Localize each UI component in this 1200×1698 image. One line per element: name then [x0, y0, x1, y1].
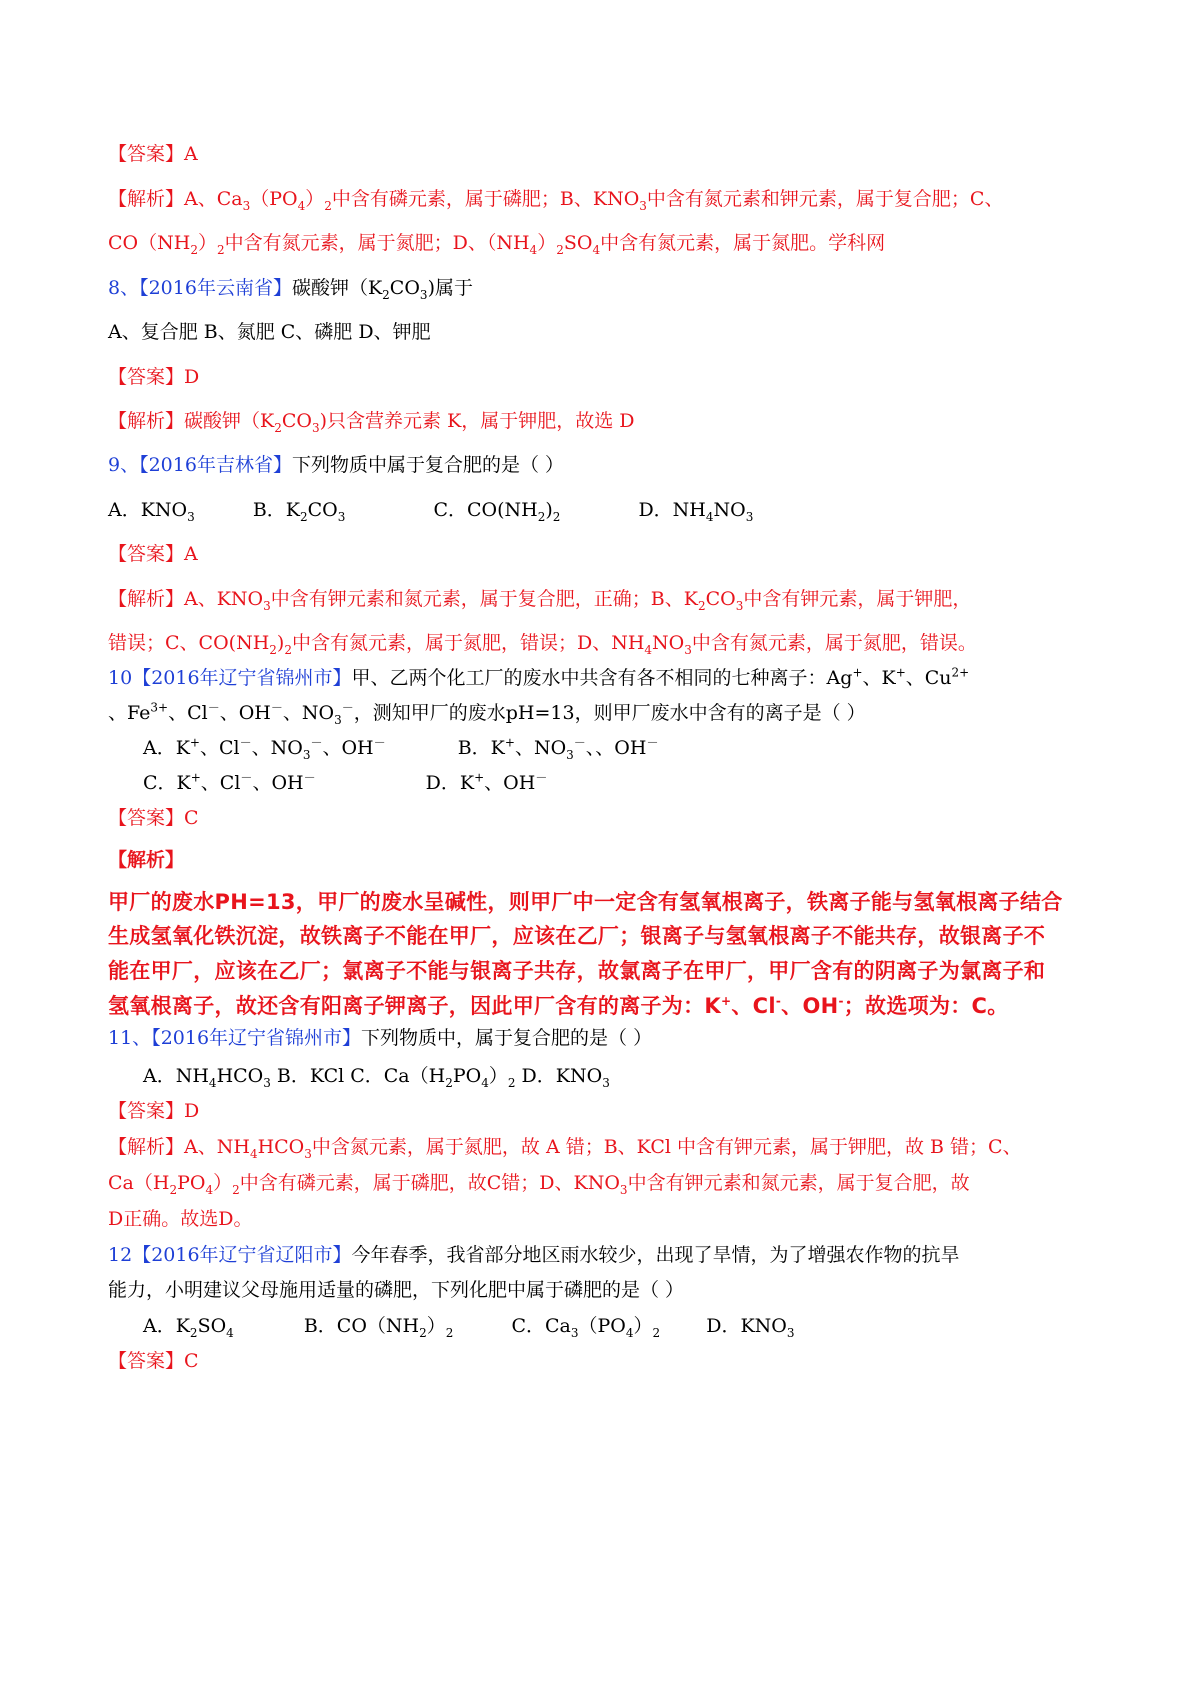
q8-answer — [108, 363, 199, 391]
q9-answer — [108, 540, 198, 568]
text: ） — [488, 1065, 508, 1087]
subscript: 2 — [274, 420, 282, 435]
text: ） — [197, 232, 217, 254]
text: ） — [633, 1315, 653, 1337]
subscript: 2 — [419, 1325, 427, 1340]
text: 、OH — [322, 737, 374, 759]
text: 、NO — [514, 737, 567, 759]
q12-stem-line1 — [108, 1241, 960, 1269]
answer-value: D — [184, 1100, 200, 1122]
text: PO — [177, 1172, 206, 1194]
text: ） — [426, 1315, 446, 1337]
text: ） — [537, 232, 557, 254]
q9-analysis-line1 — [108, 585, 971, 613]
superscript: + — [474, 770, 485, 785]
text: 中含氮元素，属于氮肥，故 A 错；B、KCl 中含有钾元素，属于钾肥，故 B 错；C、 — [311, 1136, 1022, 1158]
question-number: 11、 — [108, 1027, 152, 1049]
subscript: 3 — [334, 712, 342, 727]
subscript: 3 — [735, 598, 744, 613]
q10-stem-line2 — [108, 699, 866, 727]
subscript: 2 — [216, 242, 225, 257]
text: 、NO — [282, 702, 335, 724]
text: Ca（H — [108, 1172, 170, 1194]
text: 、OH — [252, 772, 304, 794]
subscript: 3 — [602, 1075, 610, 1090]
subscript: 4 — [592, 242, 601, 257]
text: 错误；C、CO(NH — [108, 632, 270, 654]
q9-stem — [108, 451, 564, 479]
text: CO — [705, 588, 736, 610]
q10-analysis-line1: 甲厂的废水PH=13，甲厂的废水呈碱性，则甲厂中一定含有氢氧根离子，铁离子能与氢氧根离子结合 — [108, 890, 1063, 914]
subscript: 2 — [189, 1325, 198, 1340]
text: C．CO(NH — [433, 499, 538, 521]
text: ) — [545, 499, 553, 521]
q9-options — [108, 496, 753, 524]
text: C．K — [143, 772, 191, 794]
text: 中含有氮元素，属于氮肥，错误；D、NH — [291, 632, 645, 654]
text: 氢氧根离子，故还含有阳离子钾离子，因此甲厂含有的离子为：K — [108, 994, 721, 1018]
subscript: 3 — [619, 1182, 628, 1197]
answer-value: D — [184, 366, 200, 388]
text: ） — [213, 1172, 233, 1194]
text: A．K — [143, 1315, 190, 1337]
analysis-tag: 【解析】 — [108, 588, 185, 610]
text: 中含有氮元素，属于氮肥。学科网 — [600, 232, 886, 254]
subscript: 2 — [382, 287, 390, 302]
answer-value: A — [184, 143, 198, 165]
answer-tag: 【答案】 — [108, 143, 185, 165]
subscript: 4 — [226, 1325, 234, 1340]
option-c — [511, 1315, 661, 1340]
option-b — [457, 735, 659, 762]
subscript: 4 — [208, 1075, 217, 1090]
option-d — [706, 1315, 795, 1340]
subscript: 3 — [745, 509, 754, 524]
option-a — [108, 499, 195, 524]
text: SO — [197, 1315, 227, 1337]
text: 中含有磷元素，属于磷肥，故C错；D、KNO — [239, 1172, 620, 1194]
subscript: 2 — [269, 642, 277, 657]
q8-analysis — [108, 407, 635, 435]
text: D．K — [425, 772, 475, 794]
subscript: 3 — [242, 198, 251, 213]
question-source: 【2016年辽宁省锦州市】 — [132, 667, 352, 689]
q11-analysis-line1 — [108, 1133, 1022, 1161]
q10-options-row1 — [143, 734, 658, 762]
answer-tag: 【答案】 — [108, 1100, 185, 1122]
text: 下列物质中属于复合肥的是（ ） — [291, 454, 564, 476]
q9-analysis-line2 — [108, 629, 977, 657]
subscript: 3 — [570, 1325, 579, 1340]
subscript: 2 — [190, 242, 198, 257]
answer-tag: 【答案】 — [108, 1350, 185, 1372]
text: 、OH — [781, 994, 839, 1018]
text: CO — [281, 410, 312, 432]
superscript: + — [895, 665, 906, 680]
subscript: 4 — [297, 198, 306, 213]
text: B．KCl C．Ca（H — [270, 1065, 446, 1087]
text: CO — [307, 499, 338, 521]
subscript: 4 — [625, 1325, 634, 1340]
option-c — [433, 499, 561, 524]
q12-options — [143, 1312, 795, 1340]
subscript: 2 — [652, 1325, 661, 1340]
text: 甲、乙两个化工厂的废水中共含有各不相同的七种离子：Ag — [351, 667, 853, 689]
text: B．K — [252, 499, 300, 521]
text: （PO — [578, 1315, 626, 1337]
question-source: 【2016年吉林省】 — [139, 454, 292, 476]
q10-analysis-line2: 生成氢氧化铁沉淀，故铁离子不能在甲厂，应该在乙厂；银离子与氢氧根离子不能共存，故银离子不 — [108, 924, 1046, 948]
superscript: + — [189, 735, 200, 750]
subscript: 2 — [552, 509, 561, 524]
text: 中含有氮元素，属于氮肥；D、（NH — [224, 232, 530, 254]
subscript: 3 — [419, 287, 428, 302]
answer-tag: 【答案】 — [108, 543, 185, 565]
q11-analysis-line2 — [108, 1169, 970, 1197]
subscript: 2 — [324, 198, 332, 213]
text: 、OH — [484, 772, 536, 794]
superscript: + — [504, 735, 515, 750]
text: 中含有氮元素，属于氮肥，错误。 — [691, 632, 977, 654]
option-d — [638, 499, 754, 524]
superscript: － — [239, 735, 252, 750]
subscript: 4 — [249, 1146, 258, 1161]
text: 中含有氮元素和钾元素，属于复合肥；C、 — [646, 188, 1004, 210]
superscript: 2+ — [951, 665, 970, 680]
subscript: 2 — [232, 1182, 240, 1197]
superscript: 3+ — [150, 700, 169, 715]
question-number: 10 — [108, 667, 133, 689]
q8-options: A、复合肥 B、氮肥 C、磷肥 D、钾肥 — [108, 321, 431, 343]
text: 、Cl — [168, 702, 208, 724]
text: SO — [563, 232, 593, 254]
subscript: 2 — [445, 1325, 454, 1340]
q10-answer — [108, 804, 199, 832]
q10-analysis-line3: 能在甲厂，应该在乙厂；氯离子不能与银离子共存，故氯离子在甲厂，甲厂含有的阴离子为氯离子和 — [108, 959, 1046, 983]
text: 、Cl — [199, 737, 240, 759]
text: ) — [276, 632, 285, 654]
superscript: － — [310, 735, 323, 750]
text: 中含有钾元素和氮元素，属于复合肥，正确；B、K — [270, 588, 698, 610]
subscript: 2 — [169, 1182, 178, 1197]
text: 今年春季，我省部分地区雨水较少，出现了旱情，为了增强农作物的抗旱 — [351, 1244, 960, 1266]
text: B．CO（NH — [303, 1315, 420, 1337]
superscript: － — [573, 735, 586, 750]
q10-stem-line1 — [108, 664, 969, 692]
q12-answer — [108, 1347, 199, 1375]
text: 、、OH — [585, 737, 647, 759]
text: 、Fe — [108, 702, 151, 724]
question-source: 【2016年辽宁省锦州市】 — [151, 1027, 362, 1049]
text: ；故选项为：C。 — [843, 994, 1009, 1018]
question-number: 12 — [108, 1244, 133, 1266]
superscript: － — [646, 735, 659, 750]
subscript: 2 — [556, 242, 564, 257]
superscript: + — [852, 665, 863, 680]
q11-answer — [108, 1097, 199, 1125]
superscript: + — [190, 770, 201, 785]
text: 、Cl — [200, 772, 241, 794]
q11-stem — [108, 1024, 652, 1052]
answer-tag: 【答案】 — [108, 807, 185, 829]
question-source: 【2016年辽宁省辽阳市】 — [132, 1244, 352, 1266]
text: 下列物质中，属于复合肥的是（ ） — [361, 1027, 653, 1049]
text: )属于 — [427, 277, 473, 299]
subscript: 2 — [284, 642, 292, 657]
text: 、OH — [219, 702, 271, 724]
text: A．K — [143, 737, 190, 759]
text: A、KNO — [184, 588, 264, 610]
answer-value: A — [184, 543, 198, 565]
text: 中含有钾元素和氮元素，属于复合肥，故 — [627, 1172, 970, 1194]
answer-value: C — [184, 807, 199, 829]
text: ） — [305, 188, 325, 210]
text: A、Ca — [184, 188, 243, 210]
superscript: － — [303, 770, 316, 785]
question-source: 【2016年云南省】 — [139, 277, 292, 299]
subscript: 4 — [205, 1182, 214, 1197]
text: A、NH — [184, 1136, 250, 1158]
text: HCO — [216, 1065, 264, 1087]
subscript: 2 — [697, 598, 706, 613]
subscript: 3 — [337, 509, 346, 524]
text: B．K — [457, 737, 505, 759]
subscript: 3 — [263, 1075, 271, 1090]
subscript: 3 — [639, 198, 647, 213]
subscript: 3 — [311, 420, 320, 435]
subscript: 2 — [537, 509, 546, 524]
subscript: 3 — [786, 1325, 795, 1340]
q7-analysis-line1 — [108, 185, 1003, 213]
option-d — [426, 772, 548, 794]
superscript: － — [535, 770, 548, 785]
q10-analysis-line4 — [108, 992, 1009, 1020]
text: 碳酸钾（K — [291, 277, 383, 299]
text: 、K — [862, 667, 896, 689]
subscript: 4 — [705, 509, 714, 524]
answer-tag: 【答案】 — [108, 366, 185, 388]
q7-answer — [108, 140, 198, 168]
answer-value: C — [184, 1350, 199, 1372]
subscript: 4 — [529, 242, 538, 257]
subscript: 3 — [263, 598, 271, 613]
superscript: － — [373, 735, 386, 750]
question-number: 9、 — [108, 454, 140, 476]
option-a — [143, 1315, 234, 1340]
q8-stem — [108, 274, 473, 302]
subscript: 3 — [187, 509, 195, 524]
analysis-tag: 【解析】 — [108, 410, 185, 432]
q7-analysis-line2 — [108, 229, 885, 257]
text: NO — [713, 499, 746, 521]
option-b — [303, 1315, 454, 1340]
text: CO — [389, 277, 420, 299]
text: 碳酸钾（K — [184, 410, 275, 432]
text: C．Ca — [511, 1315, 571, 1337]
question-number: 8、 — [108, 277, 140, 299]
superscript: - — [775, 994, 782, 1008]
text: （PO — [250, 188, 298, 210]
subscript: 3 — [566, 747, 574, 762]
q10-analysis-tag: 【解析】 — [108, 849, 185, 871]
superscript: － — [341, 700, 354, 715]
superscript: - — [838, 994, 844, 1008]
text: 中含有磷元素，属于磷肥；B、KNO — [331, 188, 640, 210]
subscript: 2 — [507, 1075, 516, 1090]
analysis-tag: 【解析】 — [108, 1136, 185, 1158]
text: NO — [652, 632, 685, 654]
text: D．KNO — [706, 1315, 787, 1337]
subscript: 3 — [302, 747, 311, 762]
text: A．NH — [143, 1065, 209, 1087]
text: A．KNO — [108, 499, 188, 521]
superscript: + — [720, 994, 732, 1008]
analysis-tag: 【解析】 — [108, 188, 185, 210]
subscript: 4 — [644, 642, 653, 657]
q11-options — [143, 1062, 610, 1090]
text: 中含有钾元素，属于钾肥， — [743, 588, 972, 610]
q12-stem-line2: 能力，小明建议父母施用适量的磷肥，下列化肥中属于磷肥的是（ ） — [108, 1279, 685, 1301]
option-b — [252, 499, 346, 524]
text: D．NH — [638, 499, 706, 521]
subscript: 4 — [481, 1075, 489, 1090]
superscript: － — [207, 700, 220, 715]
text: )只含营养元素 K，属于钾肥，故选 D — [319, 410, 635, 432]
subscript: 3 — [684, 642, 692, 657]
text: ，测知甲厂的废水pH=13，则甲厂废水中含有的离子是（ ） — [353, 702, 866, 724]
option-a — [143, 735, 386, 762]
subscript: 2 — [299, 509, 308, 524]
text: CO（NH — [108, 232, 191, 254]
text: 、Cu — [905, 667, 952, 689]
subscript: 3 — [304, 1146, 312, 1161]
superscript: － — [270, 700, 283, 715]
subscript: 2 — [445, 1075, 453, 1090]
text: 、Cl — [731, 994, 776, 1018]
text: 、NO — [251, 737, 303, 759]
q11-analysis-line3: D正确。故选D。 — [108, 1208, 253, 1230]
text: D．KNO — [515, 1065, 603, 1087]
q10-options-row2 — [143, 769, 547, 797]
text: PO — [452, 1065, 482, 1087]
option-c — [143, 772, 316, 794]
superscript: － — [240, 770, 253, 785]
text: HCO — [257, 1136, 305, 1158]
